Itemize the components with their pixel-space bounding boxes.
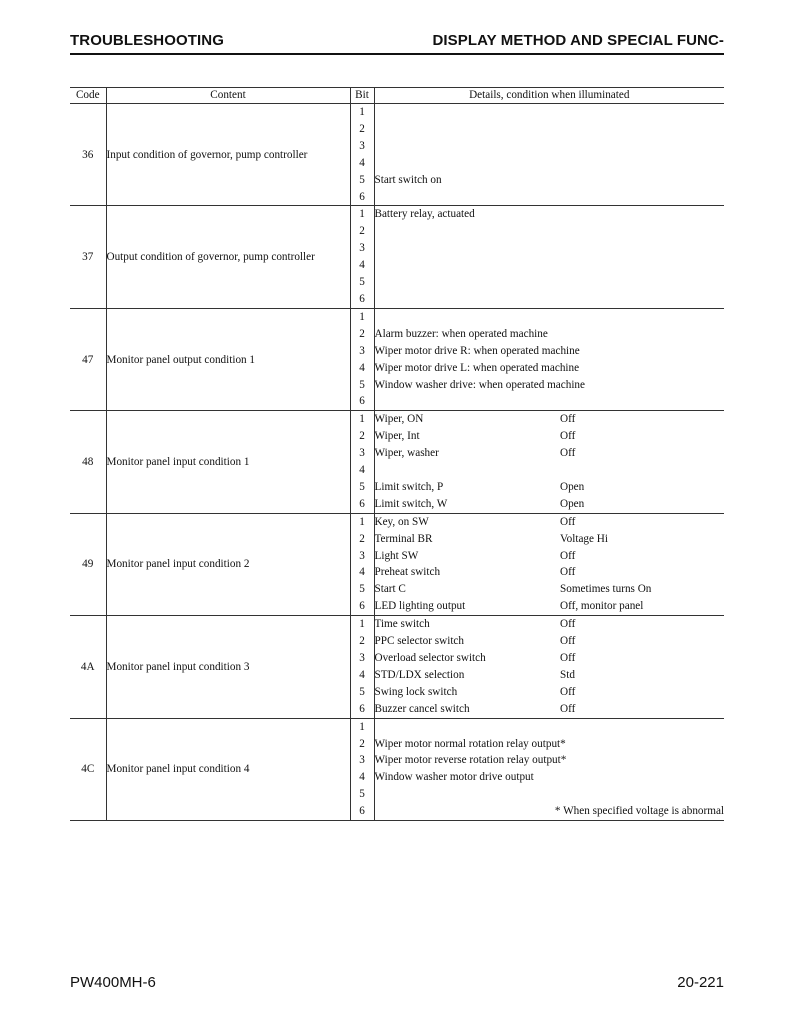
condition-cell <box>560 462 724 479</box>
table-body <box>70 104 724 821</box>
detail-cell: Limit switch, W <box>374 496 560 513</box>
detail-cell: Start C <box>374 583 406 596</box>
detail-cell <box>374 308 560 325</box>
bit-cell: 5 <box>350 581 374 598</box>
detail-cell: Wiper motor normal rotation relay output* <box>374 737 566 750</box>
condition-cell: Off <box>560 515 576 528</box>
bit-cell: 2 <box>350 736 374 753</box>
bit-cell: 6 <box>350 496 374 513</box>
header-section-title: TROUBLESHOOTING <box>70 32 224 49</box>
table-row <box>70 616 724 633</box>
condition-cell: Std <box>560 668 575 681</box>
bit-cell: 1 <box>350 718 374 735</box>
condition-cell <box>560 206 724 223</box>
condition-cell <box>560 769 724 786</box>
column-header-content: Content <box>106 88 350 104</box>
condition-cell: Voltage Hi <box>560 532 608 545</box>
content-cell: Monitor panel output condition 1 <box>106 308 350 410</box>
condition-cell <box>560 172 724 189</box>
detail-cell: Start switch on <box>374 173 442 186</box>
condition-cell <box>560 291 724 308</box>
bit-cell: 5 <box>350 684 374 701</box>
code-cell: 4A <box>70 616 106 718</box>
bit-cell: 4 <box>350 667 374 684</box>
bit-cell: 4 <box>350 155 374 172</box>
table-row <box>70 206 724 223</box>
condition-cell: Off <box>560 635 576 648</box>
code-cell: 37 <box>70 206 106 308</box>
bit-cell: 3 <box>350 240 374 257</box>
condition-cell <box>560 343 724 360</box>
content-cell: Monitor panel input condition 1 <box>106 411 350 513</box>
bit-cell: 2 <box>350 121 374 138</box>
condition-cell: Open <box>560 480 585 493</box>
condition-cell <box>560 718 724 735</box>
bit-cell: 5 <box>350 786 374 803</box>
detail-cell <box>374 786 560 803</box>
condition-cell <box>560 786 724 803</box>
table-row <box>70 513 724 530</box>
table-row <box>70 718 724 735</box>
bit-cell: 5 <box>350 172 374 189</box>
model-number: PW400MH-6 <box>70 974 156 991</box>
bit-cell: 5 <box>350 274 374 291</box>
page-footer <box>70 974 724 991</box>
content-cell: Output condition of governor, pump controller <box>106 206 350 308</box>
condition-cell <box>560 752 724 769</box>
detail-cell: Buzzer cancel switch <box>374 701 560 718</box>
content-cell: Input condition of governor, pump controller <box>106 104 350 206</box>
bit-cell: 5 <box>350 377 374 394</box>
content-cell: Monitor panel input condition 3 <box>106 616 350 718</box>
footnote-cell: * When specified voltage is abnormal <box>374 803 724 820</box>
header-rule <box>70 53 724 55</box>
condition-cell <box>560 326 724 343</box>
column-header-details: Details, condition when illuminated <box>374 88 724 104</box>
detail-cell: Key, on SW <box>374 515 429 528</box>
condition-cell: Off <box>560 685 576 698</box>
bit-cell: 6 <box>350 291 374 308</box>
detail-cell: Preheat switch <box>374 566 441 579</box>
detail-cell <box>374 138 560 155</box>
condition-cell <box>560 223 724 240</box>
detail-cell: Time switch <box>374 618 430 631</box>
bit-cell: 4 <box>350 462 374 479</box>
bit-cell: 4 <box>350 360 374 377</box>
condition-cell <box>560 308 724 325</box>
bit-cell: 6 <box>350 393 374 410</box>
condition-cell <box>560 104 724 121</box>
bit-cell: 3 <box>350 752 374 769</box>
bit-cell: 6 <box>350 803 374 820</box>
table-row <box>70 411 724 428</box>
bit-cell: 1 <box>350 206 374 223</box>
detail-cell: Battery relay, actuated <box>374 208 475 221</box>
content-cell: Monitor panel input condition 2 <box>106 513 350 615</box>
detail-cell: Wiper, washer <box>374 447 439 460</box>
bit-cell: 3 <box>350 445 374 462</box>
bit-cell: 3 <box>350 650 374 667</box>
detail-cell: Wiper, ON <box>374 413 424 426</box>
bit-cell: 2 <box>350 633 374 650</box>
detail-cell <box>374 257 560 274</box>
table-row <box>70 308 724 325</box>
detail-cell: Terminal BR <box>374 532 433 545</box>
detail-cell: Overload selector switch <box>374 652 486 664</box>
detail-cell <box>374 189 560 206</box>
detail-cell: Wiper motor drive R: when operated machine <box>374 344 580 357</box>
bit-cell: 2 <box>350 223 374 240</box>
code-cell: 36 <box>70 104 106 206</box>
detail-cell: Wiper, Int <box>374 430 420 443</box>
content-cell: Monitor panel input condition 4 <box>106 718 350 820</box>
detail-cell: Alarm buzzer: when operated machine <box>374 327 548 340</box>
codes-table <box>70 87 724 821</box>
bit-cell: 1 <box>350 104 374 121</box>
detail-cell: LED lighting output <box>374 598 560 615</box>
table-row <box>70 104 724 121</box>
detail-cell: Window washer drive: when operated machine <box>374 378 585 391</box>
detail-cell <box>374 393 560 410</box>
detail-cell <box>374 274 560 291</box>
condition-cell <box>560 274 724 291</box>
bit-cell: 5 <box>350 479 374 496</box>
bit-cell: 1 <box>350 411 374 428</box>
detail-cell <box>374 104 560 121</box>
detail-cell: Swing lock switch <box>374 685 458 698</box>
bit-cell: 2 <box>350 531 374 548</box>
condition-cell <box>560 257 724 274</box>
condition-cell: Off <box>560 447 576 460</box>
code-cell: 4C <box>70 718 106 820</box>
code-cell: 47 <box>70 308 106 410</box>
condition-cell <box>560 189 724 206</box>
bit-cell: 1 <box>350 513 374 530</box>
table-header-row <box>70 88 724 104</box>
detail-cell: Window washer motor drive output <box>374 771 534 784</box>
condition-cell: Off <box>560 413 576 426</box>
code-cell: 49 <box>70 513 106 615</box>
detail-cell <box>374 121 560 138</box>
detail-cell <box>374 155 560 172</box>
detail-cell <box>374 462 560 479</box>
detail-cell: STD/LDX selection <box>374 668 465 681</box>
condition-cell <box>560 155 724 172</box>
column-header-code: Code <box>70 88 106 104</box>
bit-cell: 4 <box>350 769 374 786</box>
code-cell: 48 <box>70 411 106 513</box>
condition-cell: Off <box>560 430 576 443</box>
detail-cell <box>374 240 560 257</box>
bit-cell: 1 <box>350 308 374 325</box>
detail-cell <box>374 291 560 308</box>
condition-cell <box>560 138 724 155</box>
bit-cell: 3 <box>350 343 374 360</box>
condition-cell: Open <box>560 496 724 513</box>
condition-cell: Off <box>560 618 576 631</box>
detail-cell: Wiper motor drive L: when operated machine <box>374 361 580 374</box>
bit-cell: 2 <box>350 428 374 445</box>
column-header-bit: Bit <box>350 88 374 104</box>
condition-cell <box>560 121 724 138</box>
detail-cell <box>374 223 560 240</box>
condition-cell: Sometimes turns On <box>560 583 652 596</box>
header-chapter-title: DISPLAY METHOD AND SPECIAL FUNC- <box>432 32 724 49</box>
condition-cell <box>560 393 724 410</box>
page-number: 20-221 <box>677 974 724 991</box>
bit-cell: 6 <box>350 598 374 615</box>
condition-cell: Off <box>560 549 576 562</box>
detail-cell: Wiper motor reverse rotation relay output* <box>374 754 567 767</box>
bit-cell: 1 <box>350 616 374 633</box>
condition-cell: Off <box>560 566 576 579</box>
detail-cell: Limit switch, P <box>374 480 444 493</box>
detail-cell: PPC selector switch <box>374 635 464 648</box>
bit-cell: 4 <box>350 564 374 581</box>
condition-cell: Off, monitor panel <box>560 598 724 615</box>
condition-cell <box>560 360 724 377</box>
detail-cell <box>374 718 560 735</box>
condition-cell: Off <box>560 652 576 664</box>
condition-cell <box>560 240 724 257</box>
bit-cell: 4 <box>350 257 374 274</box>
detail-cell: Light SW <box>374 549 419 562</box>
condition-cell: Off <box>560 701 724 718</box>
bit-cell: 3 <box>350 138 374 155</box>
page-header <box>70 32 724 49</box>
bit-cell: 2 <box>350 326 374 343</box>
bit-cell: 6 <box>350 189 374 206</box>
bit-cell: 3 <box>350 548 374 565</box>
condition-cell <box>560 736 724 753</box>
bit-cell: 6 <box>350 701 374 718</box>
